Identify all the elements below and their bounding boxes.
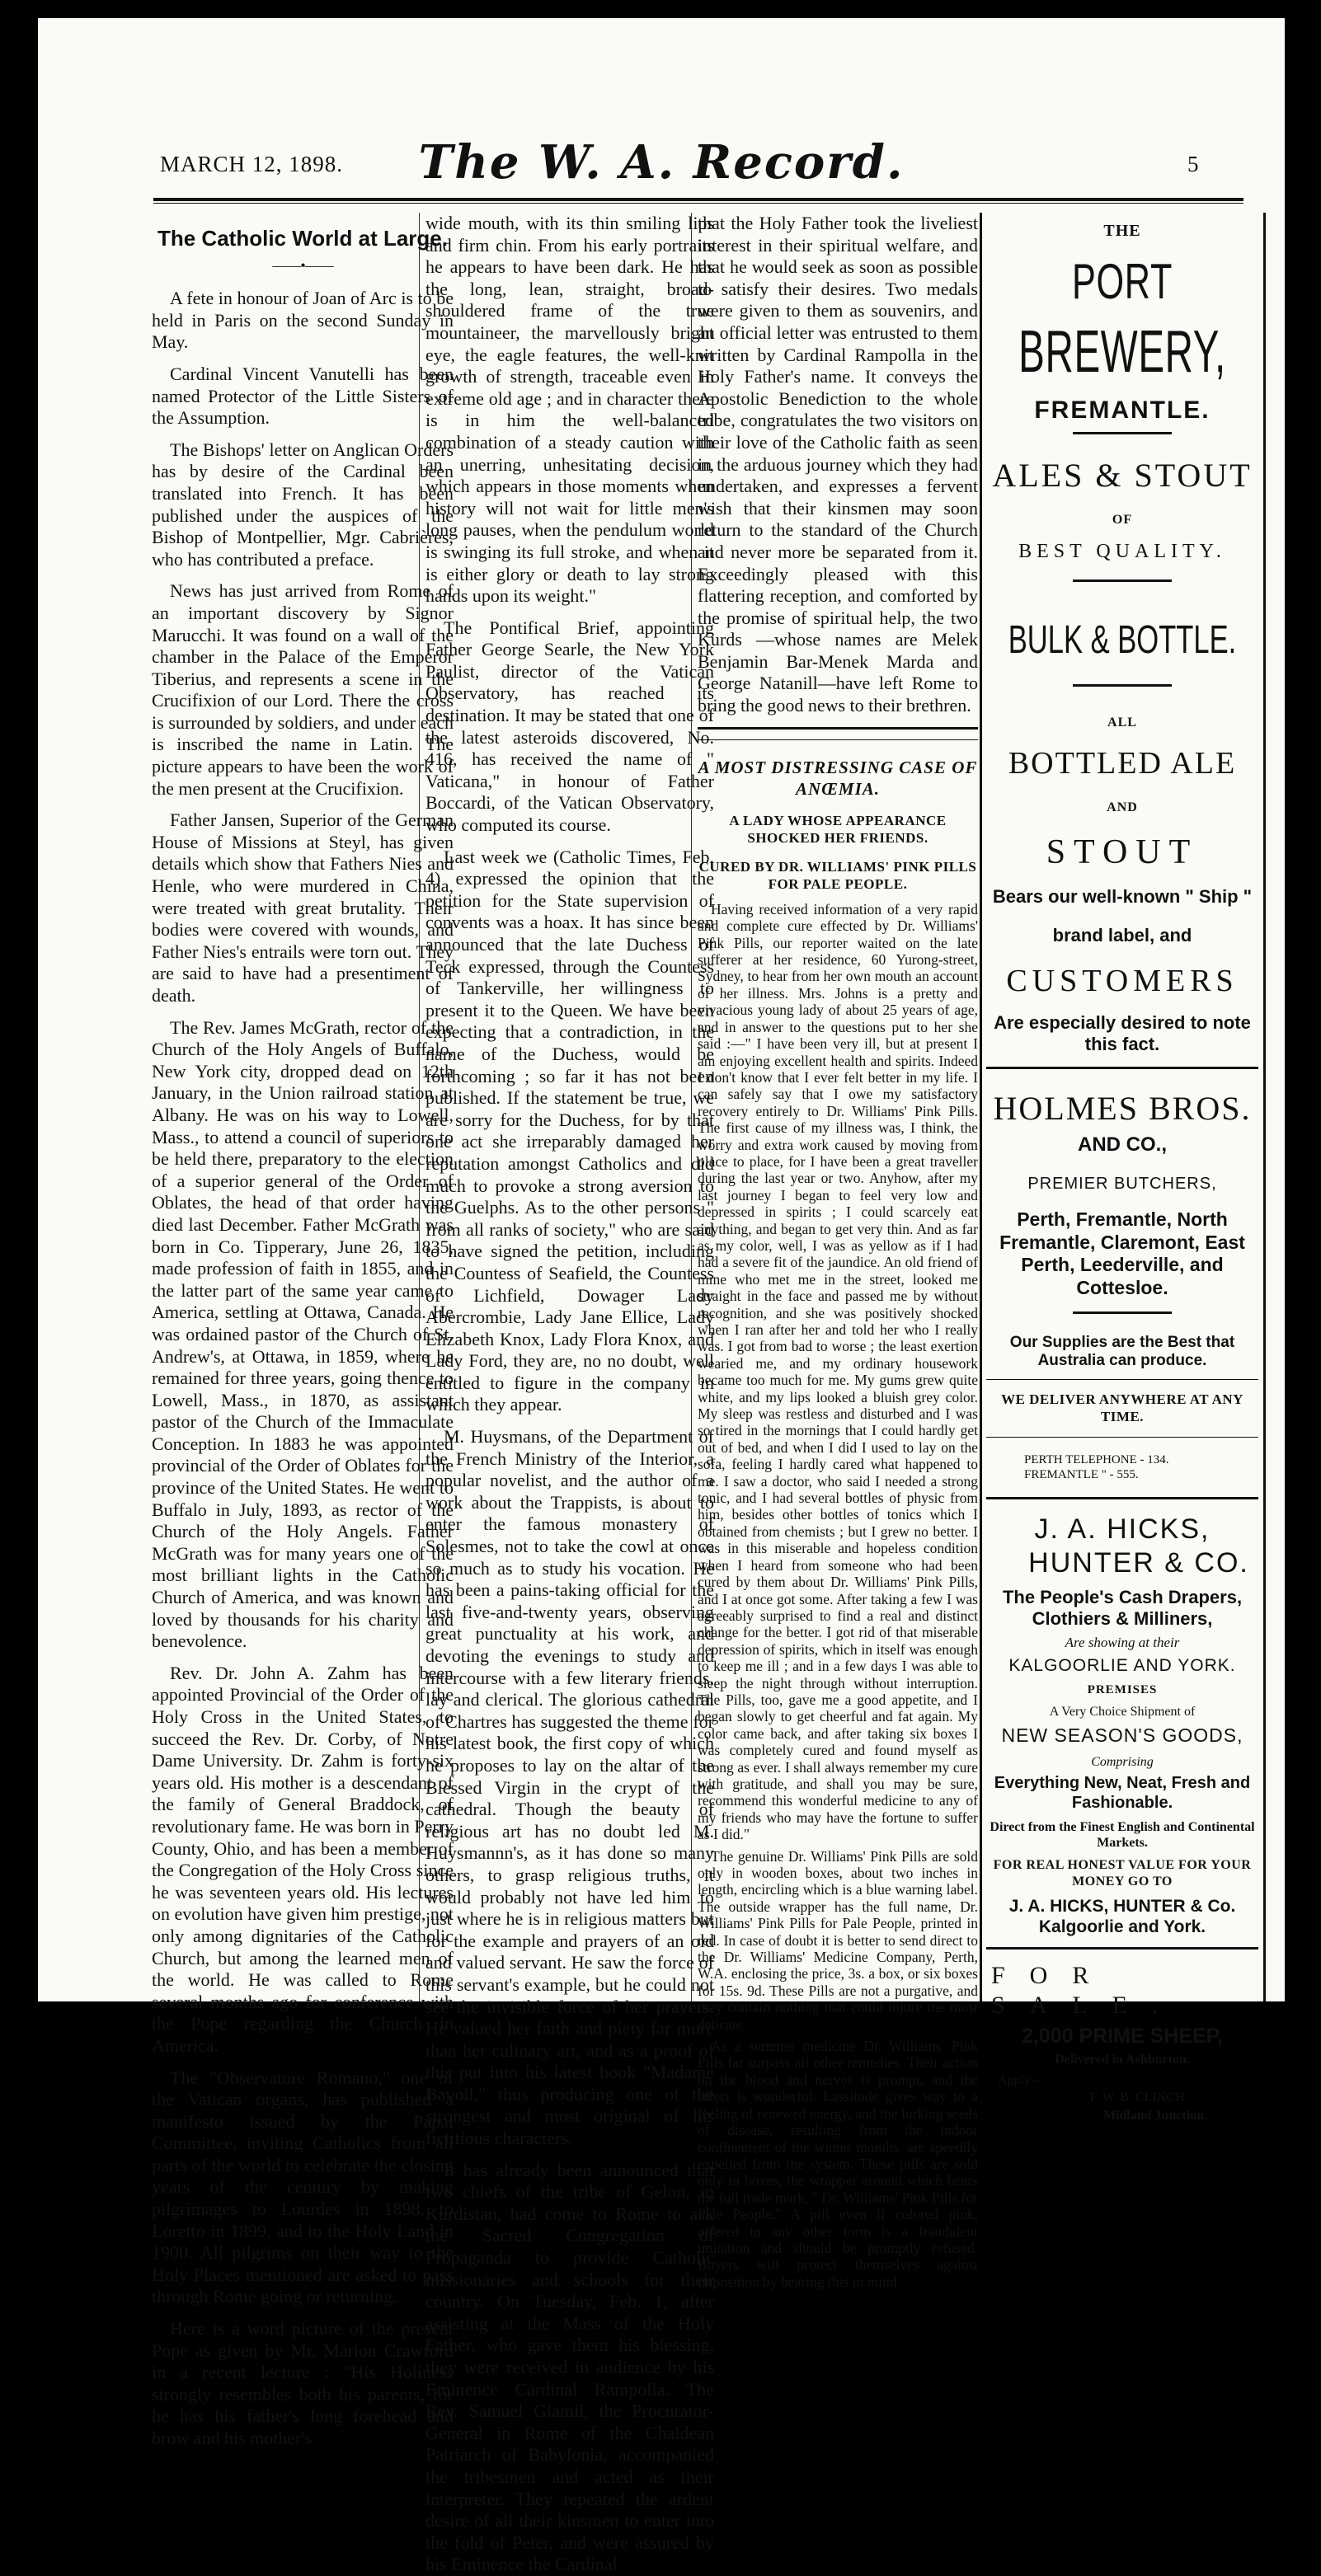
ad-text: BREWERY, <box>1018 319 1226 385</box>
ad-text: KALGOORLIE AND YORK. <box>1008 1655 1236 1675</box>
ad-text: ALES & STOUT <box>992 457 1253 495</box>
section-rule <box>698 727 978 730</box>
paragraph: It has already been announced that two chiefs of the tribe of Gelon, in Kurdistan, had come to Rome to ask the Sacred Congregation of Propaganda to provide Catholic missionaries and schools for their country. On Tuesday, Feb. 1, after assisting at the Mass of the Holy Father, who gave them his blessing, they were received in audience by his Eminence Cardinal Rampolla. The Rev. Samuel Giamil, the Procurator-General in Rome of the Chaldean Patriarch of Babylonia, accompanied the tribesmen and acted as their interpreter. They repeated the ardent desire of all their kinsmen to enter into the fold of Peter, and were assured by his Eminence the Cardinal <box>425 2159 714 2575</box>
paragraph: Father Jansen, Superior of the German House of Missions at Steyl, has given details which show that Fathers Nies and Henle, who were murdered in China, were treated with great brutality. Their bodies were covered with wounds, and Father Nies's entrails were torn out. They are said to have had a presentiment of death. <box>152 809 454 1006</box>
newspaper-page <box>38 18 1285 2575</box>
masthead-rule <box>153 198 1243 201</box>
masthead <box>38 18 1285 190</box>
masthead-rule-thin <box>153 203 1243 204</box>
ad-rule <box>986 1497 1258 1499</box>
ad-text: HOLMES BROS. <box>993 1090 1252 1128</box>
ad-text: The People's Cash Drapers, Clothiers & Milliners, <box>1002 1586 1243 1630</box>
ad-text: BULK & BOTTLE. <box>1008 618 1237 663</box>
ad-text: Delivered in Ashburton. <box>1055 2053 1190 2067</box>
ad-text: BEST QUALITY. <box>1018 540 1226 562</box>
paragraph: The "Observatore Romano," one of the Vatican organs, has published a manifesto issued by the Papal Committee, inviting Catholics from all parts of the world to celebrate the closing years of the century by making pilgrimages to Lourdes in 1898, to Loretto in 1899, and to the Holy Land in 1900. All pilgrims on their way to the Holy Places mentioned are asked to pass through Rome going or returning. <box>152 2067 454 2307</box>
ad-text: F. W. B. CLINCH, <box>1089 2090 1188 2105</box>
ad-text: A Very Choice Shipment of <box>1049 1704 1196 1719</box>
ad-text: Our Supplies are the Best that Australia can produce. <box>1009 1333 1235 1370</box>
paragraph: The Pontifical Brief, appointing Father George Searle, the New York Paulist, director of the Vatican Observatory, has reached its destination. It may be stated that one of the latest asteroids discovered, No. 416, has received the name of " Vaticana," in honour of Father Boccardi, of the Vatican Observatory, who computed its course. <box>425 617 714 836</box>
ad-text: Are especially desired to note this fact. <box>994 1011 1251 1055</box>
telephone-perth: PERTH TELEPHONE - 134. <box>1024 1453 1169 1467</box>
ad-text: brand label, and <box>1052 924 1192 945</box>
article-heading: The Catholic World at Large. <box>157 226 448 251</box>
divider <box>1073 579 1172 582</box>
ad-text: Apply— <box>998 2073 1044 2088</box>
ad-text: Bears our well-known " Ship " <box>992 886 1253 908</box>
ad-text: 2,000 PRIME SHEEP, <box>1021 2025 1224 2048</box>
ad-text: Perth, Fremantle, North Fremantle, Claremont, East Perth, Leederville, and Cottesloe. <box>999 1208 1245 1299</box>
page-number: 5 <box>1187 152 1199 176</box>
ad-text: PREMIER BUTCHERS, <box>1027 1175 1217 1194</box>
ad-text: Everything New, Neat, Fresh and Fashionable. <box>994 1773 1251 1812</box>
paragraph: Cardinal Vincent Vanutelli has been named Protector of the Little Sisters of the Assumption. <box>152 363 454 429</box>
paragraph: News has just arrived from Rome of an important discovery by Signor Marucchi. It was found on a wall of the chamber in the Palace of the Emperor Tiberius, and represents a scene in the Crucifixion of our Lord. There the cross is surrounded by soldiers, and under each is inscribed the name in Latin. The picture appears to have been the work of the men present at the Crucifixion. <box>152 580 454 799</box>
paragraph: Here is a word picture of the present Pope as given by Mr. Marion Crawford in a recent lecture : "His Holiness strongly resembles both his parents, for he has his father's long forehead and brow and his mother's <box>152 2318 454 2448</box>
ad-rule <box>986 1067 1258 1069</box>
ad-text: PORT <box>1071 254 1173 309</box>
ad-paragraph: As a summer medicine Dr. Williams' Pink Pills far surpass all other remedies. Their action on the blood and nerves is prompt, and the effect is wonderful. Lassitude gives way to a feeling of renewed energy, and the lurking seeds of disease, resulting from the indoor confinement of the winter months, are speedily expelled from the system. These pills are sold only in boxes, the wrapper around which bears the full trade mark, " Dr. Williams' Pink Pills for Pale People." A pill even if colored pink, offered in any other form is a fraudulent imitation and should be promptly refused. Buyers will protect themselves against imposition by bearing this in mind. <box>698 2038 978 2290</box>
ad-text: J. A. HICKS, HUNTER & Co. Kalgoorlie and York. <box>1008 1896 1236 1936</box>
advertisement-column <box>986 213 1258 2123</box>
paragraph: Rev. Dr. John A. Zahm has been appointed Provincial of the Order of the Holy Cross in the United States, to succeed the Rev. Dr. Corby, of Notre Dame University. Dr. Zahm is forty-six years old. His mother is a descendant of the family of General Braddock, of revolutionary fame. He was born in Perry County, Ohio, and has been a member of the Congregation of the Holy Cross since he was seventeen years old. His lectures on evolution have given him prestige, not only among dignitaries of the Catholic Church, but among the learned men of the world. He was called to Rome several months ago for conference with the Pope regarding the Church in America. <box>152 1662 454 2056</box>
telephone-fremantle: FREMANTLE " - 555. <box>1024 1468 1139 1482</box>
section-rule-thin <box>698 739 978 740</box>
issue-date: MARCH 12, 1898. <box>160 152 344 176</box>
ad-text: Comprising <box>1091 1754 1154 1769</box>
paragraph: Last week we (Catholic Times, Feb. 4) expressed the opinion that the petition for the State supervision of convents was a hoax. It has since been announced that the late Duchess of Teck expressed, through the Countess of Tankerville, her willingness to present it to the Queen. We have been expecting that a contradiction, in the name of the Duchess, would be forthcoming ; so far it has not been published. If the statement be true, we are sorry for the Duchess, for by that one act she irreparably damaged her reputation amongst Catholics and did much to provoke a strong aversion to the Guelphs. As to the other persons " from all ranks of society," who are said to have signed the petition, including the Countess of Seafield, the Countess of Lichfield, Dowager Lady Abercrombie, Lady Jane Ellice, Lady Elizabeth Knox, Lady Flora Knox, and Lady Ford, they are, no no doubt, well entitled to figure in the company in which they appear. <box>425 846 714 1415</box>
ad-paragraph: Having received information of a very rapid and complete cure effected by Dr. Williams' Pink Pills, our reporter waited on the late sufferer at her residence, 60 Yurong-street, Sydney, to hear from her own mouth an account of her illness. Mrs. Johns is a pretty and vivacious young lady of about 25 years of age, and in answer to the questions put to her she said :—" I have been very ill, but at present I am enjoying excellent health and spirits. Indeed I don't know that I ever felt better in my life. I can safely say that I owe my satisfactory recovery entirely to Dr. Williams' Pink Pills. The first cause of my illness was, I think, the worry and extra work caused by moving from place to place, for I have been a great traveller during the last year or two. Anyhow, after my last journey I began to feel very low and depressed in spirits ; I could scarcely eat anything, and began to get very thin. And as far as my color, well, I was as yellow as if I had had a severe fit of the jaundice. An old friend of mine who met me in the street, looked me straight in the face and passed me by without recognition, and she was positively shocked when I ran after her and told her who I really was. I got from bad to worse ; the least exertion wearied me, and my ordinary housework became too much for me. My gums grew quite white, and my lips looked a bluish grey color. My sleep was restless and disturbed and I was so tired in the mornings that I could hardly get out of bed, and when I did I used to lay on the sofa, feeling I hardly cared what happened to me. I saw a doctor, who said I needed a strong tonic, and I had several bottles of physic from him, besides other bottles of tonics which I obtained from chemists ; but I grew no better. I was in this miserable and hopeless condition when I heard from someone who had been cured by them about Dr. Williams' Pink Pills, and I at once got some. After taking a few I was agreeably surprised to find a real and distinct change for the better. I got rid of that miserable depression of spirits, which in itself was enough to keep me ill ; and in a few days I was able to sleep the night through without interruption. The Pills, too, gave me a good appetite, and I began slowly to get cheerful and fat again. My color came back, and after taking six boxes I was completely cured and found myself as strong as ever. I shall always remember my cure with gratitude, and shall you may be sure, recommend this wonderful medicine to any of my friends who may have the fortune to suffer as I did." <box>698 900 978 1843</box>
column-divider <box>980 213 982 2001</box>
ad-paragraph: The genuine Dr. Williams' Pink Pills are sold only in wooden boxes, about two inches in length, encircling which is a blue warning label. The outside wrapper has the full name, Dr. Williams' Pink Pills for Pale People, printed in red. In case of doubt it is better to send direct to the Dr. Williams' Medicine Company, Perth, W.A. enclosing the price, 3s. a box, or six boxes for 15s. 9d. These Pills are not a purgative, and they contain nothing that could injure the most delicate. <box>698 1847 978 2033</box>
ad-subheading: A LADY WHOSE APPEARANCE SHOCKED HER FRIENDS. <box>729 812 947 846</box>
paragraph: The Bishops' letter on Anglican Orders has by desire of the Cardinal been translated into French. It has been published under the auspices of the Bishop of Montpellier, Mgr. Cabrières, who has contributed a preface. <box>152 439 454 570</box>
ad-text: PREMISES <box>1087 1682 1158 1696</box>
ad-text: Midland Junction. <box>1102 2108 1208 2123</box>
divider <box>1073 1311 1172 1314</box>
ad-text: AND <box>1107 800 1138 814</box>
ad-rule <box>986 1437 1258 1438</box>
ad-text: STOUT <box>1046 833 1199 871</box>
ad-text: CUSTOMERS <box>1006 964 1239 999</box>
ad-subheading: CURED BY DR. WILLIAMS' PINK PILLS FOR PALE PEOPLE. <box>698 858 977 892</box>
divider <box>1073 432 1172 434</box>
ad-text: Direct from the Finest English and Continental Markets. <box>990 1819 1255 1851</box>
ad-text: Are showing at their <box>1065 1635 1180 1651</box>
ad-text: FOR SALE. <box>991 1962 1183 2020</box>
ad-text: J. A. HICKS, <box>1034 1513 1211 1546</box>
column-3 <box>698 213 978 2290</box>
column-2 <box>425 213 714 2575</box>
ad-headline: A MOST DISTRESSING CASE OF ANŒMIA. <box>698 757 978 800</box>
ad-text: HUNTER & CO. <box>1028 1546 1249 1579</box>
paragraph: The Rev. James McGrath, rector of the Church of the Holy Angels of Buffalo, New York city, dropped dead on 12th January, in the Union railroad station at Albany. He was on his way to Lowell, Mass., to attend a council of superiors to be held there, preparatory to the election of a superior general of the Order of Oblates, the head of that order having died last December. Father McGrath was born in Co. Tipperary, June 26, 1835, made profession of faith in 1855, and in the latter part of the same year came to America, settling at Ottawa, Canada. He was ordained pastor of the Church of St. Andrew's, at Ottawa, in 1859, where he remained for three years, going thence to Lowell, Mass., in 1870, as assistant pastor of the Church of the Immaculate Conception. In 1883 he was appointed provincial of the Order of Oblates for the province of the United States. He went to Buffalo in July, 1893, as rector of the Church of the Holy Angels. Father McGrath was for many years one of the most brilliant lights in the Catholic Church of America, and was known and loved by thousands for his charity and benevolence. <box>152 1016 454 1652</box>
ad-text: THE <box>1103 222 1141 240</box>
column-1 <box>152 213 454 2448</box>
ad-text: ALL <box>1107 715 1137 730</box>
ad-text: FREMANTLE. <box>1034 396 1211 425</box>
paragraph: wide mouth, with its thin smiling lips and firm chin. From his early portraits he appears to have been dark. He has the long, lean, straight, broad-shouldered frame of the true mountaineer, the marvellously bright eye, the eagle features, the well-knit growth of strength, traceable even in extreme old age ; and in character there is in him the well-balanced combination of a steady caution with an unerring, unhesitating decision, which appears in those moments when history will not wait for little men's long pauses, when the pendulum world is swinging its full stroke, and when it is either glory or death to lay strong hands upon its weight." <box>425 213 714 607</box>
ad-text: AND CO., <box>1078 1133 1167 1157</box>
ad-rule <box>986 1379 1258 1380</box>
ad-text: FOR REAL HONEST VALUE FOR YOUR MONEY GO TO <box>993 1858 1252 1889</box>
paragraph: A fete in honour of Joan of Arc is to be held in Paris on the second Sunday in May. <box>152 288 454 353</box>
newspaper-title: The W. A. Record. <box>418 135 905 190</box>
ad-text: WE DELIVER ANYWHERE AT ANY TIME. <box>1001 1391 1243 1424</box>
column-divider <box>1263 213 1266 2001</box>
ad-text: BOTTLED ALE <box>1008 746 1237 781</box>
paragraph: M. Huysmans, of the Department of the French Ministry of the Interior, a popular novelist, and the author of a work about the Trappists, is about to enter the famous monastery of Solesmes, not to take the cowl at once so much as to study his vocation. He has been a pains-taking official for the last five-and-twenty years, observing great punctuality at his work, and devoting the evenings to study and intercourse with a few literary friends, lay and clerical. The glorious cathedral of Chartres has suggested the theme for his latest book, the first copy of which he proposes to lay on the altar of the Blessed Virgin in the crypt of the cathedral. Though the beauty of religious art has no doubt led M. Huysmannn's, as it has done so many others, to grasp religious truths, it would probably not have led him to just where he is in religious matters but for the example and prayers of an old and valued servant. He saw the force of this servant's example, but he could not see the invisible force of her prayers. He valued her faith and piety far more than her culinary art, and as a proof of this put into his latest book "Madame Bavoil," thus producing one of the strongest and most original of his fictitious characters. <box>425 1426 714 2149</box>
paragraph: that the Holy Father took the liveliest interest in their spiritual welfare, and that he would seek as soon as possible to satisfy their desires. Two medals were given to them as souvenirs, and an official letter was entrusted to them written by Cardinal Rampolla in the Holy Father's name. It conveys the Apostolic Benediction to the whole tribe, congratulates the two visitors on their love of the Catholic faith as seen in the arduous journey which they had undertaken, and expresses a fervent wish that their kinsmen may soon return to the standard of the Church and never more be separated from it. Exceedingly pleased with this flattering reception, and comforted by the promise of spiritual help, the two Kurds —whose names are Melek Benjamin Bar-Menek Marda and George Natanill—have left Rome to bring the good news to their brethren. <box>698 213 978 716</box>
ad-rule <box>986 1947 1258 1950</box>
ad-text: OF <box>1112 513 1133 528</box>
divider <box>1073 684 1172 687</box>
ad-text: NEW SEASON'S GOODS, <box>1001 1724 1243 1747</box>
ornament: ——•—— <box>272 256 333 274</box>
